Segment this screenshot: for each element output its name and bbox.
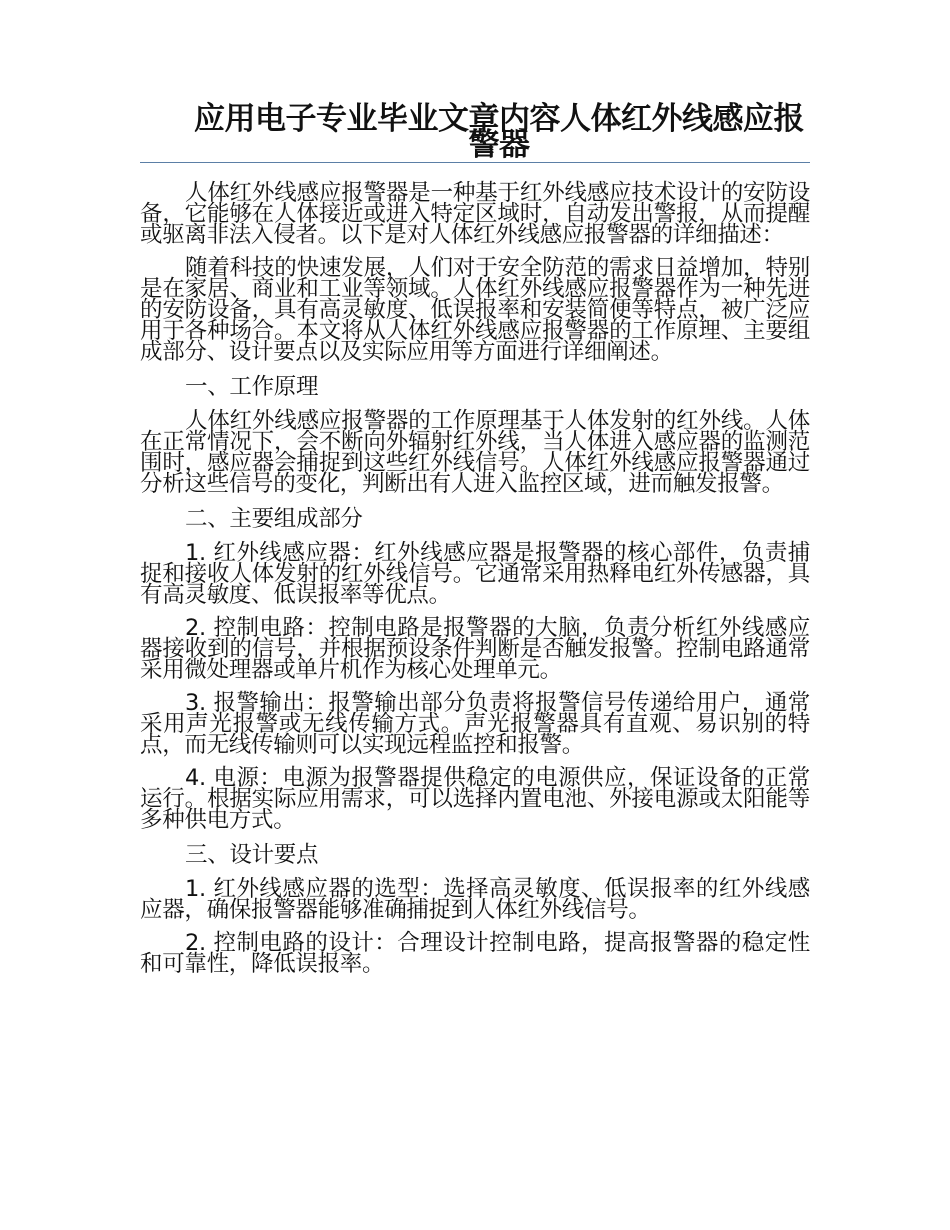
paragraph-principle: 人体红外线感应报警器的工作原理基于人体发射的红外线。人体在正常情况下，会不断向外辐射红外线，当人体进入感应器的监测范围时，感应器会捕捉到这些红外线信号。人体红外线感应报警器通过分析这些信号的变化，判断出有人进入监控区域，进而触发报警。 (140, 408, 810, 497)
section-heading-components: 二、主要组成部分 (185, 506, 363, 532)
paragraph-design-control: 2. 控制电路的设计：合理设计控制电路，提高报警器的稳定性和可靠性，降低误报率。 (140, 930, 810, 977)
paragraph-design-sensor: 1. 红外线感应器的选型：选择高灵敏度、低误报率的红外线感应器，确保报警器能够准确捕捉到人体红外线信号。 (140, 876, 810, 923)
document-title: 应用电子专业毕业文章内容人体红外线感应报警器 (194, 101, 804, 163)
paragraph-component-sensor: 1. 红外线感应器：红外线感应器是报警器的核心部件，负责捕捉和接收人体发射的红外线信号。它通常采用热释电红外传感器，具有高灵敏度、低误报率等优点。 (140, 540, 810, 608)
paragraph-component-control: 2. 控制电路：控制电路是报警器的大脑，负责分析红外线感应器接收到的信号，并根据预设条件判断是否触发报警。控制电路通常采用微处理器或单片机作为核心处理单元。 (140, 615, 810, 683)
paragraph-intro: 人体红外线感应报警器是一种基于红外线感应技术设计的安防设备，它能够在人体接近或进入特定区域时，自动发出警报，从而提醒或驱离非法入侵者。以下是对人体红外线感应报警器的详细描述： (140, 180, 810, 248)
document-page (140, 101, 810, 987)
section-heading-principle: 一、工作原理 (185, 374, 319, 400)
paragraph-background: 随着科技的快速发展，人们对于安全防范的需求日益增加，特别是在家居、商业和工业等领域。人体红外线感应报警器作为一种先进的安防设备，具有高灵敏度、低误报率和安装简便等特点，被广泛应用于各种场合。本文将从人体红外线感应报警器的工作原理、主要组成部分、设计要点以及实际应用等方面进行详细阐述。 (140, 255, 810, 365)
paragraph-component-alarm-output: 3. 报警输出：报警输出部分负责将报警信号传递给用户，通常采用声光报警或无线传输方式。声光报警器具有直观、易识别的特点，而无线传输则可以实现远程监控和报警。 (140, 690, 810, 758)
section-heading-design: 三、设计要点 (185, 842, 319, 868)
paragraph-component-power: 4. 电源：电源为报警器提供稳定的电源供应，保证设备的正常运行。根据实际应用需求，可以选择内置电池、外接电源或太阳能等多种供电方式。 (140, 765, 810, 833)
